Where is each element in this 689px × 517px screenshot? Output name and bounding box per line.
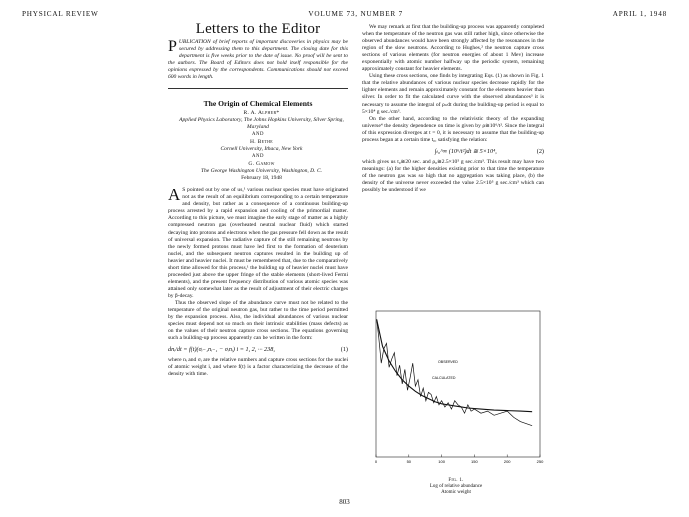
section-title: Letters to the Editor <box>195 21 321 37</box>
article-body-paragraph <box>168 187 348 300</box>
right-column <box>362 24 544 194</box>
journal-name: PHYSICAL REVIEW <box>22 10 99 18</box>
series-observed-line <box>377 319 532 425</box>
x-axis-ticks <box>375 455 544 465</box>
author-affiliation: Applied Physics Laboratory, The Johns Hopkins University, Silver Spring, Maryland <box>179 116 344 130</box>
x-tick-label: 0 <box>374 459 378 464</box>
x-tick-label: 250 <box>536 459 544 464</box>
figure-label: Fig. 1. <box>448 478 464 483</box>
article-paragraph-1: S pointed out by one of us,¹ various nuclear species must have originated not as the result of an equilibrium corresponding to a certain temperature and density, but rather as a consequence of a continuous building-up process arrested by a rapid expansion and cooling of the primordial matter. According to this picture, we must imagine the early stage of matter as a highly compressed neutron gas (overheated neutral nuclear fluid) which started decaying into protons and electrons when the gas pressure fell down as the result of universal expansion. The radiative capture of the still remaining neutrons by the newly formed protons must have led first to the formation of deuterium nuclei, and the subsequent neutron captures resulted in the building up of heavier and heavier nuclei. It must be remembered that, due to the comparatively short time allowed for this process,¹ the building up of heavier nuclei must have proceeded just above the upper fringe of the stable elements (short-lived Fermi elements), and the present frequency distribution of various atomic species was attained only somewhat later as the result of adjustment of their electric charges by β-decay. <box>168 187 348 299</box>
article-paragraph-3: where nᵢ and σᵢ are the relative numbers and capture cross sections for the nuclei of atomic weight i, and where f(t) is a factor characterizing the decrease of the density with time. <box>168 357 348 378</box>
equation-2-expression: ∫ₜ₀^∞ (10⁶/t²)dt ≅ 5×10⁴, <box>434 147 497 155</box>
author-name: R. A. Alpher* <box>243 110 280 117</box>
equation-1-number: (1) <box>340 346 348 354</box>
section-divider <box>168 88 348 89</box>
abundance-chart <box>368 307 544 467</box>
page-number: 803 <box>339 498 350 506</box>
equation-2 <box>362 148 544 155</box>
equation-1-expression: dnᵢ/dt = f(t)(σᵢ₋₁nᵢ₋₁ − σᵢnᵢ) i = 1, 2, ··· 238, <box>168 346 275 354</box>
x-tick-label: 50 <box>406 459 412 464</box>
volume-number: VOLUME 73, NUMBER 7 <box>308 10 404 18</box>
figure-xlabel: Atomic weight <box>441 490 471 495</box>
editorial-dropcap: P <box>168 38 177 56</box>
equation-1 <box>168 346 348 353</box>
article-title: The Origin of Chemical Elements <box>203 99 313 109</box>
author-affiliation: The George Washington University, Washington, D. C. <box>200 168 323 175</box>
article-dropcap: A <box>168 185 181 205</box>
equation-2-number: (2) <box>536 147 544 155</box>
author-separator: AND <box>252 154 264 160</box>
figure-caption <box>368 478 544 496</box>
right-paragraph-3: On the other hand, according to the relativistic theory of the expanding universe⁴ the density dependence on time is given by ρ≅10⁶/t². Since the integral of this expression diverges at t = 0, it is necessary to assume that the building-up process began at a certain time t₀, satisfying the relation: <box>362 115 544 143</box>
editorial-note <box>168 39 348 81</box>
chart-frame <box>376 311 540 457</box>
article-paragraph-2: Thus the observed slope of the abundance curve must not be related to the temperature of the original neutron gas, but rather to the time period permitted by the expansion process. Also, the individual abundances of various nuclear species must depend not so much on their intrinsic stabilities (mass defects) as on the values of their neutron capture cross sections. The equations governing such a building-up process apparently can be written in the form: <box>168 299 348 342</box>
observed-label: OBSERVED <box>438 360 458 364</box>
author-separator: AND <box>252 132 264 138</box>
author-name: G. Gamow <box>248 161 275 168</box>
x-tick-label: 100 <box>438 459 445 464</box>
x-tick-label: 200 <box>503 459 511 464</box>
editorial-text: UBLICATION of brief reports of important discoveries in physics may be secured by addressing them to this department. The closing date for this department is five weeks prior to the date of issue. No proof will be sent to the authors. The Board of Editors does not hold itself responsible for the opinions expressed by the correspondents. Communications should not exceed 600 words in length. <box>168 39 348 81</box>
calculated-label: CALCULATED <box>432 376 456 380</box>
issue-date: APRIL 1, 1948 <box>612 10 667 18</box>
right-paragraph-4: which gives us t₀≅20 sec. and ρ₀≅2.5×10⁵ g sec./cm³. This result may have two meanings: (a) for the higher densities existing prior to that time the temperature of the neutron gas was so high that no aggregation was taking place, (b) the density of the universe never exceeded the value 2.5×10⁵ g sec./cm³ which can possibly be understood if we <box>362 158 544 194</box>
right-paragraph-1: We may remark at first that the building-up process was apparently completed when the temperature of the neutron gas was still rather high, since otherwise the observed abundances would have been strongly affected by the resonances in the region of the slow neutrons. According to Hughes,² the neutron capture cross sections of various elements (for neutron energies of about 1 Mev) increase exponentially with atomic number halfway up the periodic system, remaining approximately constant for heavier elements. <box>362 24 544 73</box>
running-header <box>22 10 667 18</box>
right-paragraph-2: Using these cross sections, one finds by integrating Eqs. (1) as shown in Fig. 1 that the relative abundances of various nuclear species decrease rapidly for the lighter elements and remain approximately constant for the elements heavier than silver. In order to fit the calculated curve with the observed abundances³ it is necessary to assume the integral of ρₙdt during the building-up period is equal to 5×10⁴ g sec./cm³. <box>362 73 544 115</box>
author-name: H. Bethe <box>249 139 274 146</box>
left-column <box>168 21 348 378</box>
figure-ylabel: Log of relative abundance <box>429 484 483 489</box>
author-affiliation: Cornell University, Ithaca, New York <box>220 145 303 152</box>
received-date: February 18, 1948 <box>241 174 282 181</box>
x-tick-label: 150 <box>471 459 478 464</box>
